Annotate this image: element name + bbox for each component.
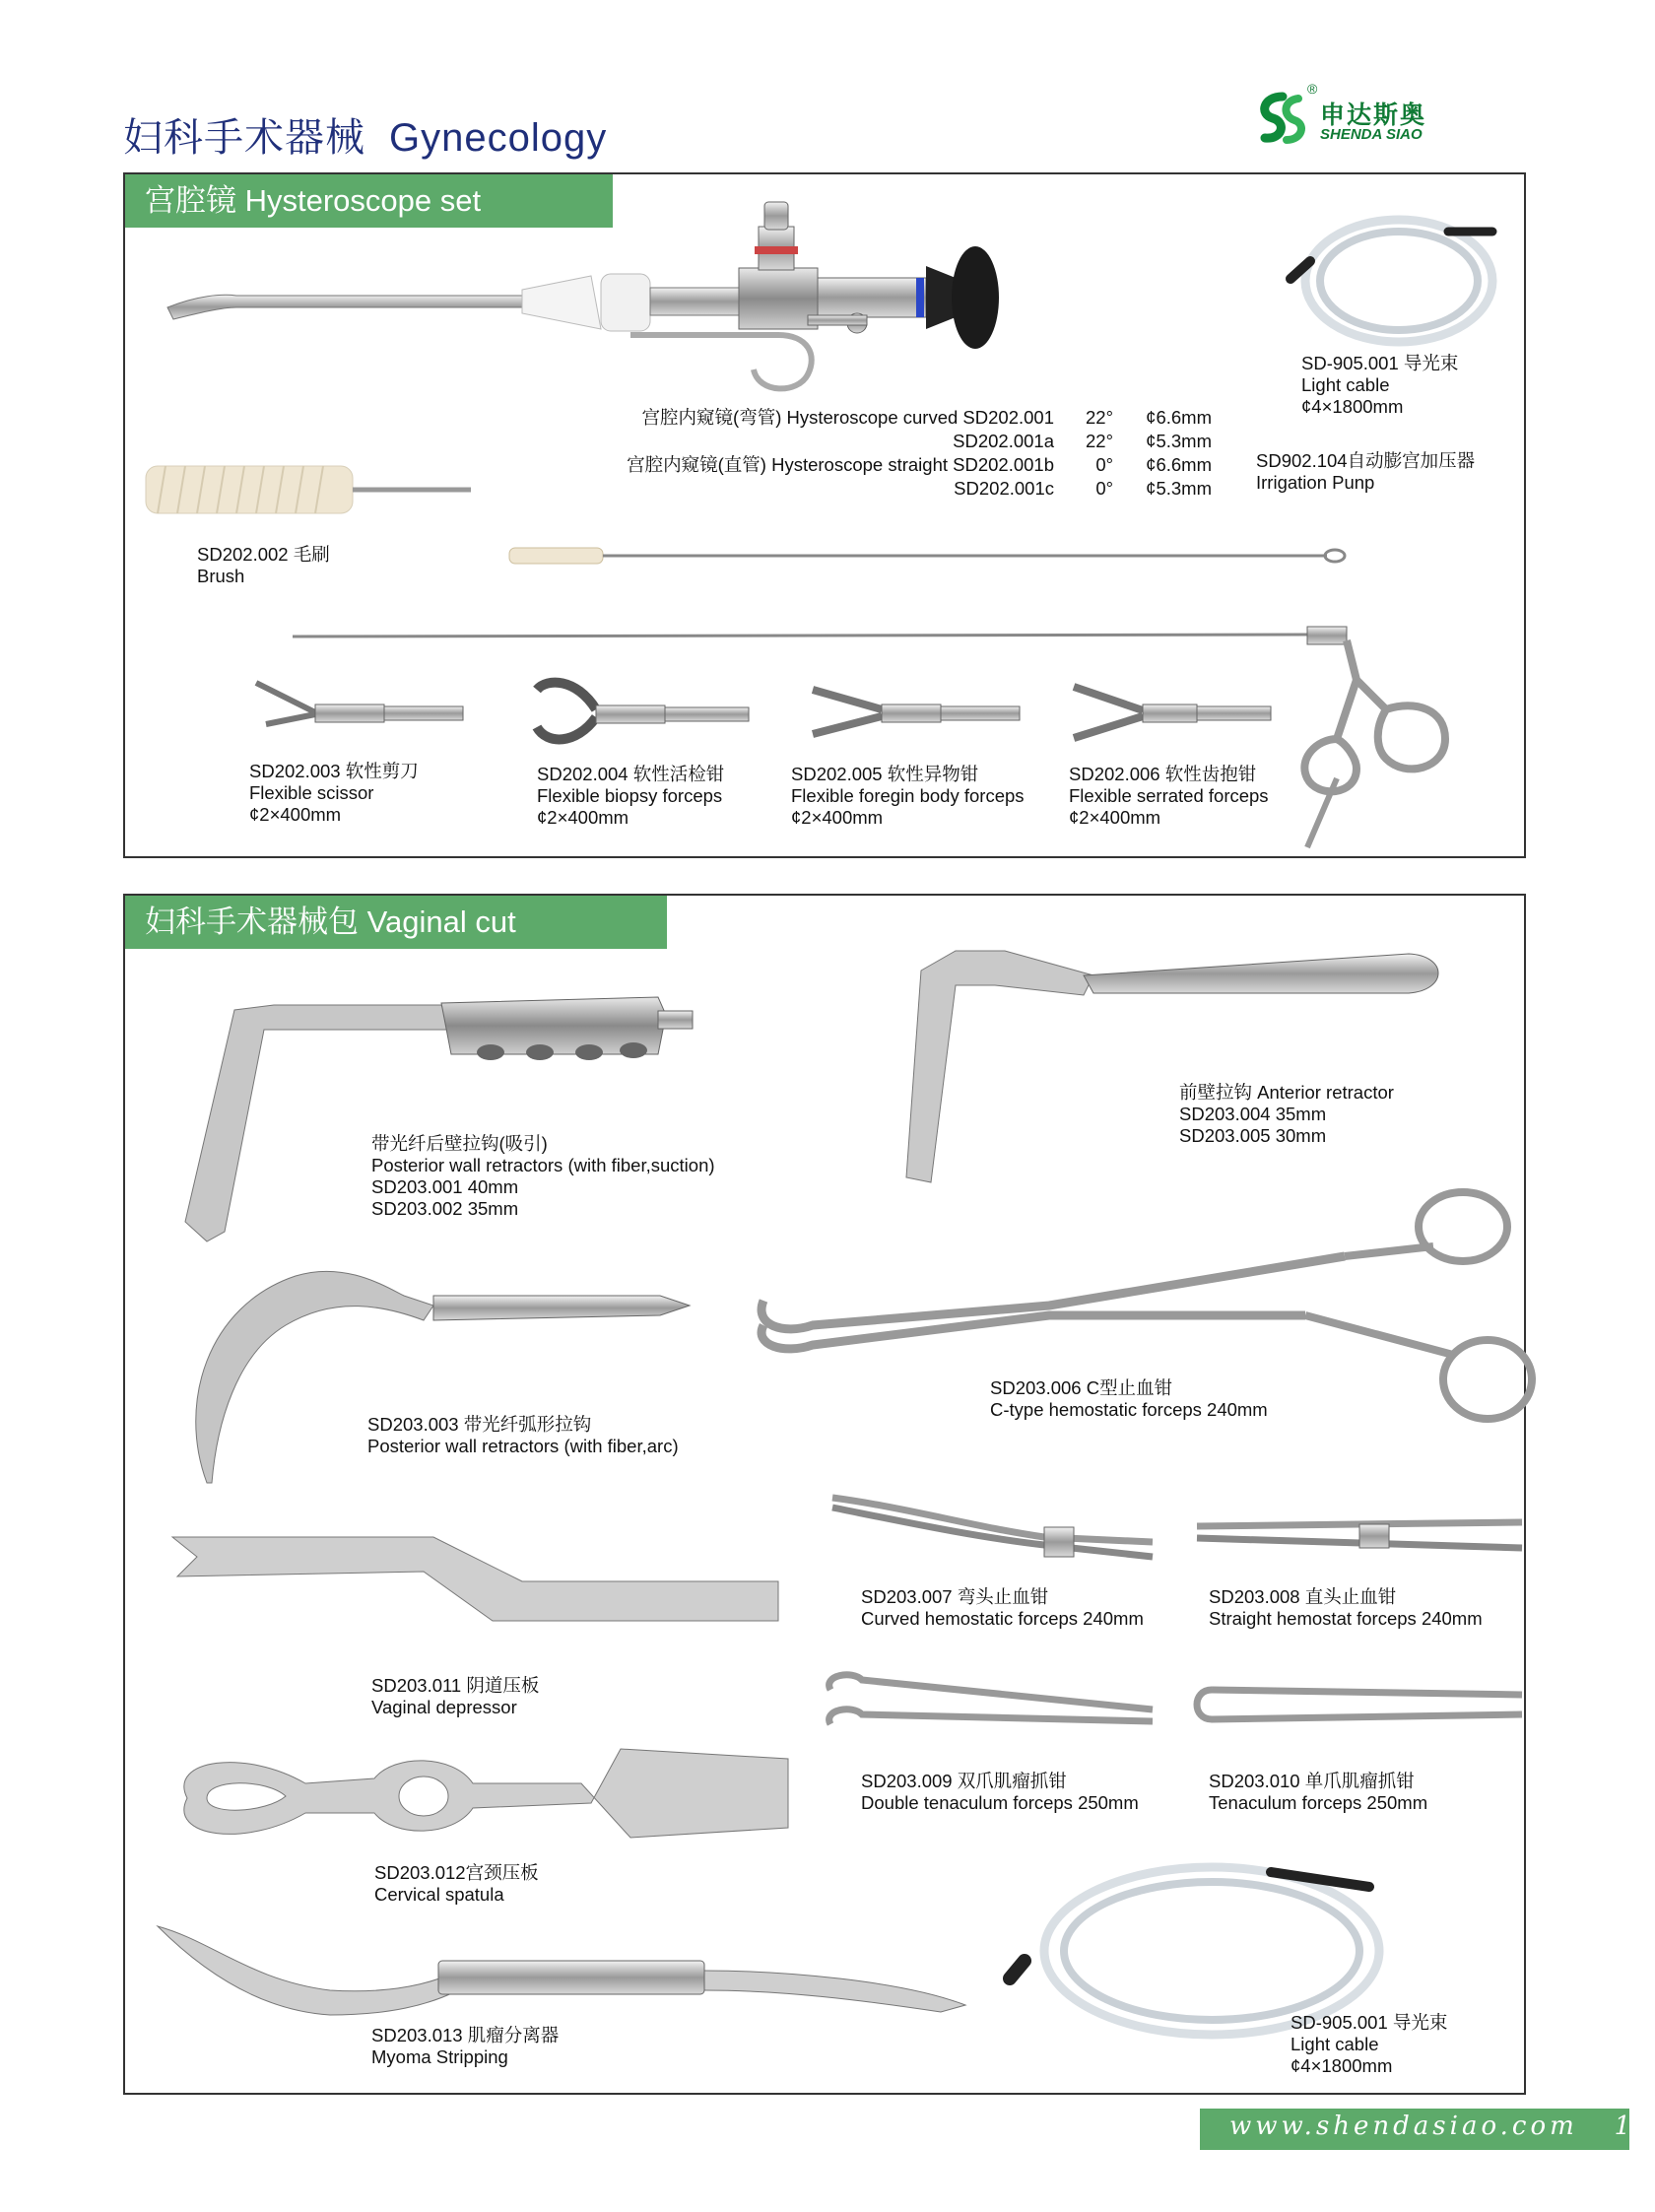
spec-row: 宫腔内窥镜(弯管) Hysteroscope curved SD202.001 22° ¢6.6mm <box>641 407 1212 428</box>
spec-row: SD202.001c 0° ¢5.3mm <box>954 478 1212 499</box>
arc-retractor-label: SD203.003 带光纤弧形拉钩 Posterior wall retractors (with fiber,arc) <box>367 1414 679 1456</box>
anterior-retractor-label: 前壁拉钩 Anterior retractor SD203.004 35mm SD203.005 30mm <box>1179 1082 1394 1146</box>
myoma-stripper-image <box>153 1921 970 2020</box>
logo-text-cn: 申达斯奥 <box>1320 101 1427 129</box>
flexible-scissor-image <box>256 675 463 749</box>
cervical-spatula-label: SD203.012宫颈压板 Cervical spatula <box>374 1862 539 1905</box>
vaginal-depressor-image <box>167 1532 778 1631</box>
flexible-biopsy-forceps-label: SD202.004 软性活检钳 Flexible biopsy forceps ¢2×400mm <box>537 764 725 828</box>
light-cable-bottom-label: SD-905.001 导光束 Light cable ¢4×1800mm <box>1291 2012 1448 2076</box>
hysteroscope-section-tab: 宫腔镜 Hysteroscope set <box>125 174 613 228</box>
hysteroscope-image <box>167 197 1251 414</box>
tenaculum-forceps-image <box>1192 1675 1522 1734</box>
flexible-serrated-forceps-label: SD202.006 软性齿抱钳 Flexible serrated forceps ¢2×400mm <box>1069 764 1269 828</box>
flexible-biopsy-forceps-image <box>537 678 749 752</box>
page-title-en: Gynecology <box>389 116 608 160</box>
registered-mark: ® <box>1307 81 1318 97</box>
logo-text-en: SHENDA SIAO <box>1320 126 1423 143</box>
posterior-wall-retractor-label: 带光纤后壁拉钩(吸引) Posterior wall retractors (with fiber,suction) SD203.001 40mm SD203.002 35mm <box>371 1133 715 1219</box>
light-cable-image <box>1281 202 1507 350</box>
brush-label: SD202.002 毛刷 Brush <box>197 544 330 586</box>
irrigation-pump-label: SD902.104自动膨宫加压器 Irrigation Punp <box>1256 450 1476 493</box>
brand-logo-icon <box>1253 89 1316 148</box>
spec-row: 宫腔内窥镜(直管) Hysteroscope straight SD202.001b 0° ¢6.6mm <box>627 454 1212 475</box>
c-type-hemostatic-forceps-label: SD203.006 C型止血钳 C-type hemostatic forceps 240mm <box>990 1377 1268 1420</box>
tenaculum-forceps-label: SD203.010 单爪肌瘤抓钳 Tenaculum forceps 250mm <box>1209 1771 1428 1813</box>
flexible-serrated-forceps-image <box>1074 675 1271 754</box>
hysteroscope-spec-table <box>581 406 1212 501</box>
curved-hemostatic-forceps-label: SD203.007 弯头止血钳 Curved hemostatic forceps 240mm <box>861 1586 1144 1629</box>
light-cable-label: SD-905.001 导光束 Light cable ¢4×1800mm <box>1301 353 1459 417</box>
myoma-stripper-label: SD203.013 肌瘤分离器 Myoma Stripping <box>371 2025 560 2067</box>
straight-hemostat-forceps-label: SD203.008 直头止血钳 Straight hemostat forceps 240mm <box>1209 1586 1483 1629</box>
anterior-retractor-image <box>896 946 1448 1192</box>
flexible-scissor-label: SD202.003 软性剪刀 Flexible scissor ¢2×400mm <box>249 761 419 825</box>
brush-image <box>146 458 471 522</box>
cervical-spatula-image <box>167 1739 788 1847</box>
page-number: 19 <box>1614 2111 1655 2141</box>
flexible-foreign-body-forceps-label: SD202.005 软性异物钳 Flexible foregin body forceps ¢2×400mm <box>791 764 1025 828</box>
vaginal-cut-section-tab: 妇科手术器械包 Vaginal cut <box>125 896 667 949</box>
spec-row: SD202.001a 22° ¢5.3mm <box>953 431 1212 451</box>
page-title <box>123 106 607 163</box>
double-tenaculum-forceps-label: SD203.009 双爪肌瘤抓钳 Double tenaculum forceps 250mm <box>861 1771 1139 1813</box>
double-tenaculum-forceps-image <box>823 1670 1153 1744</box>
light-cable-bottom-image <box>995 1843 1389 2040</box>
vaginal-depressor-label: SD203.011 阴道压板 Vaginal depressor <box>371 1675 540 1717</box>
flexible-foreign-body-forceps-image <box>813 675 1020 754</box>
page-title-cn: 妇科手术器械 <box>123 116 365 160</box>
footer-url[interactable]: www.shendasiao.com 19 <box>1229 2111 1655 2141</box>
straight-hemostat-forceps-image <box>1192 1512 1522 1562</box>
long-brush-image <box>509 542 1347 571</box>
curved-hemostatic-forceps-image <box>828 1488 1153 1567</box>
